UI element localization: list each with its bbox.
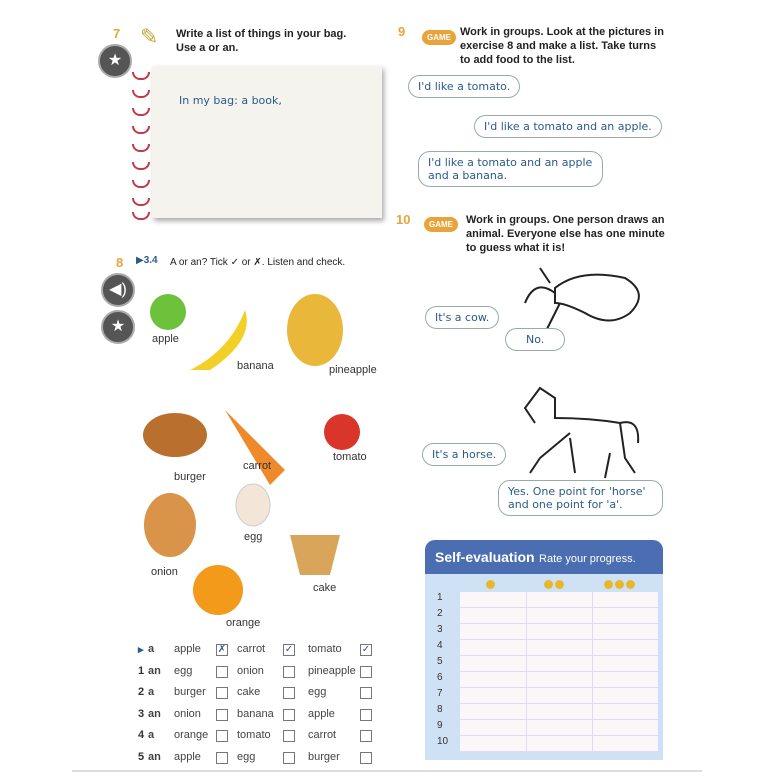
game-badge: GAME xyxy=(422,30,456,45)
cow-drawing xyxy=(525,268,639,333)
row-number: 1 xyxy=(437,592,443,603)
row-article: an xyxy=(148,750,161,763)
row-word: onion xyxy=(237,664,264,677)
tick-box[interactable]: ✓ xyxy=(284,644,294,655)
tick-box[interactable] xyxy=(283,730,295,742)
row-number: 1 xyxy=(138,664,145,677)
rating-grid[interactable] xyxy=(460,592,658,752)
row-word: banana xyxy=(237,707,274,720)
tick-box[interactable] xyxy=(283,687,295,699)
tick-box[interactable] xyxy=(283,709,295,721)
row-number: 5 xyxy=(437,656,443,667)
tick-box[interactable] xyxy=(216,709,228,721)
self-evaluation-header: Self-evaluation Rate your progress. xyxy=(425,540,663,574)
food-label: banana xyxy=(237,360,274,372)
tomato-image xyxy=(324,414,360,450)
exercise-9-number: 9 xyxy=(398,24,406,39)
tick-box[interactable] xyxy=(216,730,228,742)
burger-image xyxy=(143,413,207,457)
row-word: burger xyxy=(174,686,206,698)
pineapple-image xyxy=(287,294,343,366)
row-word: egg xyxy=(308,686,327,698)
row-word: burger xyxy=(308,750,340,763)
row-article: a xyxy=(148,729,155,741)
tick-box[interactable] xyxy=(360,730,372,742)
row-word: orange xyxy=(174,729,209,741)
notebook-text: In my bag: a book, xyxy=(179,94,282,107)
orange-image xyxy=(193,565,243,615)
row-number: 7 xyxy=(437,688,443,699)
star-button[interactable]: ★ xyxy=(101,310,135,344)
food-label: cake xyxy=(313,582,337,594)
row-word: egg xyxy=(237,750,256,763)
row-number: 2 xyxy=(437,608,443,619)
food-label: pineapple xyxy=(329,364,377,376)
row-word: onion xyxy=(174,707,201,720)
speech-bubble: I'd like a tomato and an apple. xyxy=(474,115,662,138)
page-bottom-line xyxy=(72,770,702,772)
self-evaluation-panel xyxy=(425,540,663,760)
exercise-8-number: 8 xyxy=(116,255,124,270)
tick-box[interactable] xyxy=(216,752,228,764)
row-article: a xyxy=(148,686,155,698)
egg-image xyxy=(236,484,270,526)
star-button[interactable]: ★ xyxy=(98,44,132,78)
tick-box[interactable] xyxy=(360,709,372,721)
speech-bubble: I'd like a tomato. xyxy=(408,75,520,98)
row-word: tomato xyxy=(237,729,271,741)
speech-bubble: No. xyxy=(505,328,565,351)
pencil-icon: ✎ xyxy=(140,24,159,49)
speech-bubble: Yes. One point for 'horse' and one point for 'a'. xyxy=(498,480,663,516)
food-label: carrot xyxy=(243,460,272,472)
tick-box[interactable] xyxy=(283,752,295,764)
row-word: tomato xyxy=(308,643,342,655)
row-number: ▸ xyxy=(138,644,144,656)
tick-box[interactable] xyxy=(360,687,372,699)
food-label: tomato xyxy=(333,451,367,463)
exercise-7-number: 7 xyxy=(113,26,121,41)
speech-bubble: It's a cow. xyxy=(425,306,499,329)
tick-box[interactable] xyxy=(360,666,372,678)
row-number: 9 xyxy=(437,720,443,731)
row-article: an xyxy=(148,707,161,720)
food-label: egg xyxy=(244,531,263,543)
animal-drawings xyxy=(510,258,655,488)
audio-button[interactable]: ◀) xyxy=(101,273,135,307)
row-number: 5 xyxy=(138,750,145,763)
row-word: apple xyxy=(308,707,335,720)
row-number: 4 xyxy=(437,640,443,651)
speech-bubble: It's a horse. xyxy=(422,443,506,466)
row-number: 2 xyxy=(138,686,145,698)
exercise-9-instruction: Work in groups. Look at the pictures in exercise 8 and make a list. Take turns to add food to the list. xyxy=(460,26,664,66)
row-word: pineapple xyxy=(308,664,356,677)
exercise-8-instruction: A or an? Tick ✓ or ✗. Listen and check. xyxy=(170,257,346,268)
tick-box[interactable] xyxy=(216,666,228,678)
game-badge: GAME xyxy=(424,217,458,232)
row-word: apple xyxy=(174,750,201,763)
row-article: a xyxy=(148,643,155,655)
tick-box[interactable] xyxy=(216,687,228,699)
exercise-10-number: 10 xyxy=(396,212,411,227)
speech-bubble: I'd like a tomato and an apple and a banana. xyxy=(418,151,603,187)
food-label: burger xyxy=(174,471,206,483)
row-number: 8 xyxy=(437,704,443,715)
food-label: orange xyxy=(226,617,261,629)
row-word: cake xyxy=(237,686,261,698)
food-label: onion xyxy=(151,566,178,578)
row-number: 10 xyxy=(437,736,449,747)
carrot-image xyxy=(225,410,285,485)
row-number: 3 xyxy=(437,624,443,635)
row-word: carrot xyxy=(237,643,266,655)
row-word: apple xyxy=(174,643,201,655)
audio-track[interactable]: ▶3.4 xyxy=(136,255,158,266)
tick-box[interactable] xyxy=(360,752,372,764)
tick-box[interactable] xyxy=(283,666,295,678)
apple-image xyxy=(150,294,186,330)
row-article: an xyxy=(148,664,161,677)
row-word: egg xyxy=(174,664,193,677)
exercise-10-instruction: Work in groups. One person draws an animal. Everyone else has one minute to guess what it is! xyxy=(466,214,665,254)
cake-image xyxy=(290,535,340,575)
notebook[interactable] xyxy=(152,66,382,218)
onion-image xyxy=(144,493,196,557)
row-number: 4 xyxy=(138,729,145,741)
food-label: apple xyxy=(152,333,179,345)
row-word: carrot xyxy=(308,729,337,741)
row-number: 6 xyxy=(437,672,443,683)
horse-drawing xyxy=(525,388,638,478)
exercise-7-instruction: Write a list of things in your bag. Use a or an. xyxy=(176,28,347,54)
tick-box[interactable]: ✓ xyxy=(361,644,371,655)
tick-box[interactable]: ✗ xyxy=(217,644,227,655)
row-number: 3 xyxy=(138,707,145,720)
